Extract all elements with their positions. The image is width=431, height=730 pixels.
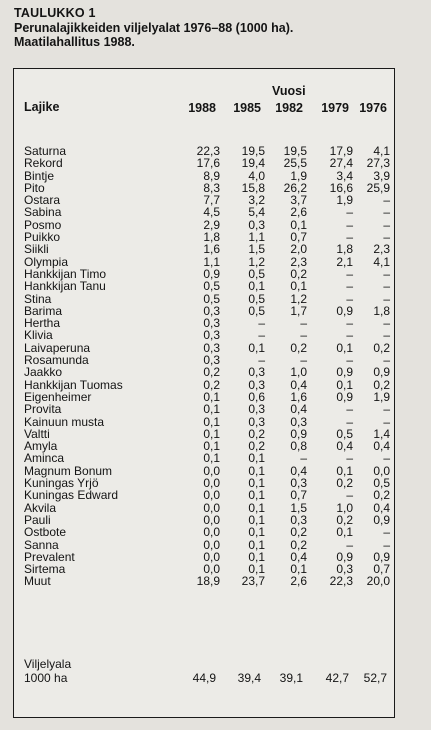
area-value-1982: 1,9: [290, 168, 307, 183]
variety-name: Saturna: [24, 144, 67, 158]
area-value-1976: 27,3: [366, 156, 390, 171]
area-value-1979: –: [346, 205, 353, 220]
variety-name: Muut: [24, 574, 51, 589]
area-value-1985: 5,4: [248, 205, 265, 220]
area-value-1985: 1,2: [248, 254, 265, 269]
variety-name: Prevalent: [24, 549, 75, 564]
area-value-1979: 27,4: [329, 156, 353, 171]
area-value-1985: 19,4: [241, 156, 265, 171]
area-value-1979: 2,1: [336, 254, 353, 269]
area-value-1985: 0,3: [248, 402, 265, 417]
area-value-1979: –: [346, 217, 353, 232]
variety-name: Jaakko: [24, 365, 63, 380]
area-value-1988: 1,8: [203, 230, 220, 245]
area-value-1988: 7,7: [203, 193, 220, 208]
caption-source: Maatilahallitus 1988.: [14, 35, 135, 49]
area-value-1979: 0,9: [336, 365, 353, 380]
variety-name: Pito: [24, 180, 45, 195]
table-row: [14, 551, 390, 563]
area-value-1982: 0,1: [290, 279, 307, 294]
area-value-1988: 17,6: [196, 156, 220, 171]
area-value-1979: 1,9: [336, 193, 353, 208]
table-row: [14, 219, 390, 231]
area-value-1982: 1,2: [290, 291, 307, 306]
area-value-1982: 0,2: [290, 537, 307, 552]
area-value-1982: 19,5: [283, 144, 307, 158]
area-value-1979: 16,6: [329, 180, 353, 195]
area-value-1982: 0,7: [290, 488, 307, 503]
variety-name: Posmo: [24, 217, 62, 232]
area-value-1979: –: [346, 353, 353, 368]
variety-name: Stina: [24, 291, 52, 306]
variety-name: Bintje: [24, 168, 55, 183]
area-value-1988: 0,0: [203, 537, 220, 552]
area-value-1985: 0,1: [248, 463, 265, 478]
area-value-1976: 2,3: [373, 242, 390, 257]
table-row: [14, 502, 390, 514]
total-1979: 42,7: [325, 671, 349, 685]
variety-name: Magnum Bonum: [24, 463, 113, 478]
area-value-1979: 0,1: [336, 340, 353, 355]
variety-name: Hertha: [24, 316, 61, 331]
variety-name: Hankkijan Tanu: [24, 279, 106, 294]
area-value-1976: 0,9: [373, 512, 390, 527]
variety-table: [14, 145, 390, 588]
area-value-1979: –: [346, 328, 353, 343]
area-value-1985: 0,3: [248, 414, 265, 429]
area-value-1982: 0,3: [290, 476, 307, 491]
area-value-1988: 18,9: [196, 574, 220, 589]
area-value-1988: 0,0: [203, 549, 220, 564]
area-value-1988: 0,0: [203, 500, 220, 515]
variety-name: Sabina: [24, 205, 62, 220]
variety-name: Rekord: [24, 156, 63, 171]
table-frame: [13, 68, 395, 718]
area-value-1982: 0,8: [290, 439, 307, 454]
total-1976: 52,7: [363, 671, 387, 685]
area-value-1976: 0,4: [373, 500, 390, 515]
area-value-1988: 0,5: [203, 291, 220, 306]
year-header-1982: 1982: [275, 101, 303, 115]
variety-name: Aminca: [24, 451, 65, 466]
area-value-1982: –: [300, 328, 307, 343]
area-value-1985: 0,1: [248, 512, 265, 527]
area-value-1985: 0,5: [248, 291, 265, 306]
area-value-1976: 1,8: [373, 303, 390, 318]
area-value-1979: 0,1: [336, 377, 353, 392]
variety-name: Siikli: [24, 242, 49, 257]
area-value-1979: –: [346, 402, 353, 417]
area-value-1988: 0,2: [203, 365, 220, 380]
variety-name: Sanna: [24, 537, 59, 552]
area-value-1976: 0,2: [373, 488, 390, 503]
area-value-1988: 1,6: [203, 242, 220, 257]
area-value-1985: 0,2: [248, 439, 265, 454]
area-value-1976: –: [383, 451, 390, 466]
area-value-1982: 0,9: [290, 426, 307, 441]
table-row: [14, 182, 390, 194]
table-row: [14, 452, 390, 464]
area-value-1988: 0,0: [203, 562, 220, 577]
area-value-1988: 0,3: [203, 303, 220, 318]
area-value-1979: 1,8: [336, 242, 353, 257]
area-value-1988: 0,0: [203, 488, 220, 503]
area-value-1985: 3,2: [248, 193, 265, 208]
area-value-1976: –: [383, 525, 390, 540]
area-value-1976: –: [383, 414, 390, 429]
area-value-1988: 2,9: [203, 217, 220, 232]
area-value-1976: –: [383, 353, 390, 368]
variety-name: Valtti: [24, 426, 50, 441]
area-value-1988: 0,0: [203, 476, 220, 491]
table-row: [14, 243, 390, 255]
area-value-1976: –: [383, 266, 390, 281]
area-value-1976: –: [383, 402, 390, 417]
variety-name: Ostbote: [24, 525, 67, 540]
variety-name: Kainuun musta: [24, 414, 105, 429]
variety-name: Kuningas Edward: [24, 488, 119, 503]
area-value-1988: 8,9: [203, 168, 220, 183]
table-row: [14, 206, 390, 218]
area-value-1976: 25,9: [366, 180, 390, 195]
area-value-1988: 0,3: [203, 340, 220, 355]
area-value-1976: 4,1: [373, 144, 390, 158]
total-1985: 39,4: [237, 671, 261, 685]
variety-name: Eigenheimer: [24, 389, 92, 404]
area-value-1988: 0,9: [203, 266, 220, 281]
area-value-1985: 0,1: [248, 549, 265, 564]
area-value-1988: 0,0: [203, 463, 220, 478]
area-value-1985: 0,1: [248, 562, 265, 577]
variety-name: Pauli: [24, 512, 51, 527]
area-value-1982: 0,4: [290, 402, 307, 417]
year-header-1976: 1976: [359, 101, 387, 115]
area-value-1979: 1,0: [336, 500, 353, 515]
area-value-1976: –: [383, 193, 390, 208]
caption-subtitle: Perunalajikkeiden viljelyalat 1976–88 (1000 ha).: [14, 20, 294, 35]
area-value-1982: 1,7: [290, 303, 307, 318]
area-value-1979: 0,2: [336, 476, 353, 491]
area-value-1979: 0,2: [336, 512, 353, 527]
area-value-1988: 4,5: [203, 205, 220, 220]
variety-name: Olympia: [24, 254, 69, 269]
area-value-1985: 0,1: [248, 451, 265, 466]
area-value-1979: –: [346, 488, 353, 503]
area-value-1979: 0,1: [336, 463, 353, 478]
area-value-1976: 20,0: [366, 574, 390, 589]
area-value-1985: 0,6: [248, 389, 265, 404]
table-caption: [14, 6, 293, 50]
table-row: [14, 440, 390, 452]
area-value-1985: 0,1: [248, 279, 265, 294]
area-value-1982: 3,7: [290, 193, 307, 208]
area-value-1985: 0,2: [248, 426, 265, 441]
area-value-1988: 0,2: [203, 377, 220, 392]
table-row: [14, 366, 390, 378]
area-value-1988: 0,1: [203, 389, 220, 404]
area-value-1982: 0,4: [290, 463, 307, 478]
table-row: [14, 391, 390, 403]
area-value-1976: 0,2: [373, 340, 390, 355]
area-value-1979: 0,9: [336, 549, 353, 564]
area-value-1982: –: [300, 451, 307, 466]
area-value-1979: –: [346, 291, 353, 306]
area-value-1979: 3,4: [336, 168, 353, 183]
variety-name: Sirtema: [24, 562, 66, 577]
area-value-1982: 0,4: [290, 377, 307, 392]
area-value-1985: 0,3: [248, 377, 265, 392]
area-value-1979: 0,9: [336, 303, 353, 318]
area-value-1979: 0,9: [336, 389, 353, 404]
area-value-1985: 4,0: [248, 168, 265, 183]
area-value-1982: 0,2: [290, 340, 307, 355]
area-value-1976: 1,4: [373, 426, 390, 441]
area-value-1985: –: [258, 316, 265, 331]
area-value-1988: 0,5: [203, 279, 220, 294]
table-row: [14, 329, 390, 341]
total-1982: 39,1: [279, 671, 303, 685]
year-header-1988: 1988: [188, 101, 216, 115]
area-value-1976: 0,9: [373, 549, 390, 564]
area-value-1979: 0,1: [336, 525, 353, 540]
area-value-1979: 17,9: [329, 144, 353, 158]
area-value-1988: 0,1: [203, 451, 220, 466]
caption-title: TAULUKKO 1: [14, 6, 96, 20]
area-value-1976: 4,1: [373, 254, 390, 269]
table-row: [14, 231, 390, 243]
area-value-1985: 1,5: [248, 242, 265, 257]
variety-name: Provita: [24, 402, 62, 417]
area-value-1988: 22,3: [196, 144, 220, 158]
area-value-1985: 15,8: [241, 180, 265, 195]
area-value-1988: 0,1: [203, 426, 220, 441]
area-value-1982: 0,7: [290, 230, 307, 245]
table-row: [14, 157, 390, 169]
area-value-1982: –: [300, 316, 307, 331]
total-label-line1: Viljelyala: [24, 657, 72, 671]
area-value-1985: 0,1: [248, 500, 265, 515]
area-value-1988: 8,3: [203, 180, 220, 195]
table-row: [14, 575, 390, 587]
area-value-1976: 3,9: [373, 168, 390, 183]
area-value-1985: 0,5: [248, 303, 265, 318]
area-value-1976: –: [383, 217, 390, 232]
area-value-1988: 0,1: [203, 414, 220, 429]
area-value-1985: 19,5: [241, 144, 265, 158]
area-value-1976: –: [383, 205, 390, 220]
area-value-1979: –: [346, 279, 353, 294]
table-row: [14, 514, 390, 526]
table-row: [14, 194, 390, 206]
area-value-1985: 0,1: [248, 488, 265, 503]
area-value-1976: 0,7: [373, 562, 390, 577]
area-value-1985: –: [258, 353, 265, 368]
area-value-1985: 0,1: [248, 537, 265, 552]
table-row: [14, 416, 390, 428]
area-value-1979: –: [346, 230, 353, 245]
area-value-1979: 0,5: [336, 426, 353, 441]
area-value-1982: 26,2: [283, 180, 307, 195]
area-value-1976: –: [383, 537, 390, 552]
area-value-1982: 0,2: [290, 266, 307, 281]
area-value-1976: –: [383, 279, 390, 294]
table-row: [14, 293, 390, 305]
area-value-1979: –: [346, 451, 353, 466]
area-value-1979: –: [346, 537, 353, 552]
variety-name: Amyla: [24, 439, 58, 454]
area-value-1985: 0,5: [248, 266, 265, 281]
area-value-1982: 0,3: [290, 414, 307, 429]
variety-name: Puikko: [24, 230, 61, 245]
area-value-1982: –: [300, 353, 307, 368]
area-value-1988: 1,1: [203, 254, 220, 269]
year-header-1979: 1979: [321, 101, 349, 115]
variety-name: Kuningas Yrjö: [24, 476, 99, 491]
area-value-1979: –: [346, 316, 353, 331]
total-label-line2: 1000 ha: [24, 670, 68, 685]
area-value-1988: 0,1: [203, 439, 220, 454]
area-value-1979: –: [346, 414, 353, 429]
area-value-1976: 0,0: [373, 463, 390, 478]
variety-name: Rosamunda: [24, 353, 89, 368]
area-value-1988: 0,3: [203, 353, 220, 368]
area-value-1979: 0,4: [336, 439, 353, 454]
year-header-1985: 1985: [233, 101, 261, 115]
table-row: [14, 305, 390, 317]
area-value-1982: 0,3: [290, 512, 307, 527]
area-value-1985: 23,7: [241, 574, 265, 589]
area-value-1988: 0,1: [203, 402, 220, 417]
table-row: [14, 539, 390, 551]
variety-name: Hankkijan Timo: [24, 266, 107, 281]
area-value-1976: –: [383, 328, 390, 343]
vuosi-header: Vuosi: [272, 84, 306, 98]
area-value-1979: 22,3: [329, 574, 353, 589]
area-value-1976: –: [383, 316, 390, 331]
area-value-1976: 0,9: [373, 365, 390, 380]
area-value-1988: 0,0: [203, 525, 220, 540]
area-value-1976: 0,2: [373, 377, 390, 392]
area-value-1985: 1,1: [248, 230, 265, 245]
area-value-1982: 2,3: [290, 254, 307, 269]
area-value-1985: 0,1: [248, 525, 265, 540]
area-value-1976: 0,4: [373, 439, 390, 454]
lajike-header: Lajike: [24, 100, 60, 114]
area-value-1985: 0,1: [248, 340, 265, 355]
total-1988: 44,9: [192, 671, 216, 685]
variety-name: Laivaperuna: [24, 340, 91, 355]
table-row: [14, 317, 390, 329]
area-value-1976: 1,9: [373, 389, 390, 404]
area-value-1982: 2,6: [290, 205, 307, 220]
area-value-1979: 0,3: [336, 562, 353, 577]
table-row: [14, 428, 390, 440]
area-value-1976: –: [383, 230, 390, 245]
area-value-1985: –: [258, 328, 265, 343]
area-value-1985: 0,1: [248, 476, 265, 491]
area-value-1985: 0,3: [248, 365, 265, 380]
area-value-1982: 2,0: [290, 242, 307, 257]
area-value-1979: –: [346, 266, 353, 281]
table-row: [14, 354, 390, 366]
variety-name: Hankkijan Tuomas: [24, 377, 123, 392]
variety-name: Klivia: [24, 328, 53, 343]
area-value-1982: 0,1: [290, 217, 307, 232]
total-area-label: [24, 658, 71, 685]
area-value-1982: 0,1: [290, 562, 307, 577]
area-value-1982: 1,5: [290, 500, 307, 515]
area-value-1982: 1,0: [290, 365, 307, 380]
table-row: [14, 403, 390, 415]
area-value-1988: 0,0: [203, 512, 220, 527]
area-value-1982: 0,2: [290, 525, 307, 540]
area-value-1982: 25,5: [283, 156, 307, 171]
variety-name: Barima: [24, 303, 63, 318]
area-value-1988: 0,3: [203, 316, 220, 331]
area-value-1982: 1,6: [290, 389, 307, 404]
variety-name: Ostara: [24, 193, 61, 208]
area-value-1988: 0,3: [203, 328, 220, 343]
area-value-1976: 0,5: [373, 476, 390, 491]
area-value-1976: –: [383, 291, 390, 306]
table-row: [14, 280, 390, 292]
table-row: [14, 489, 390, 501]
variety-name: Akvila: [24, 500, 57, 515]
table-row: [14, 526, 390, 538]
area-value-1985: 0,3: [248, 217, 265, 232]
area-value-1982: 2,6: [290, 574, 307, 589]
area-value-1982: 0,4: [290, 549, 307, 564]
